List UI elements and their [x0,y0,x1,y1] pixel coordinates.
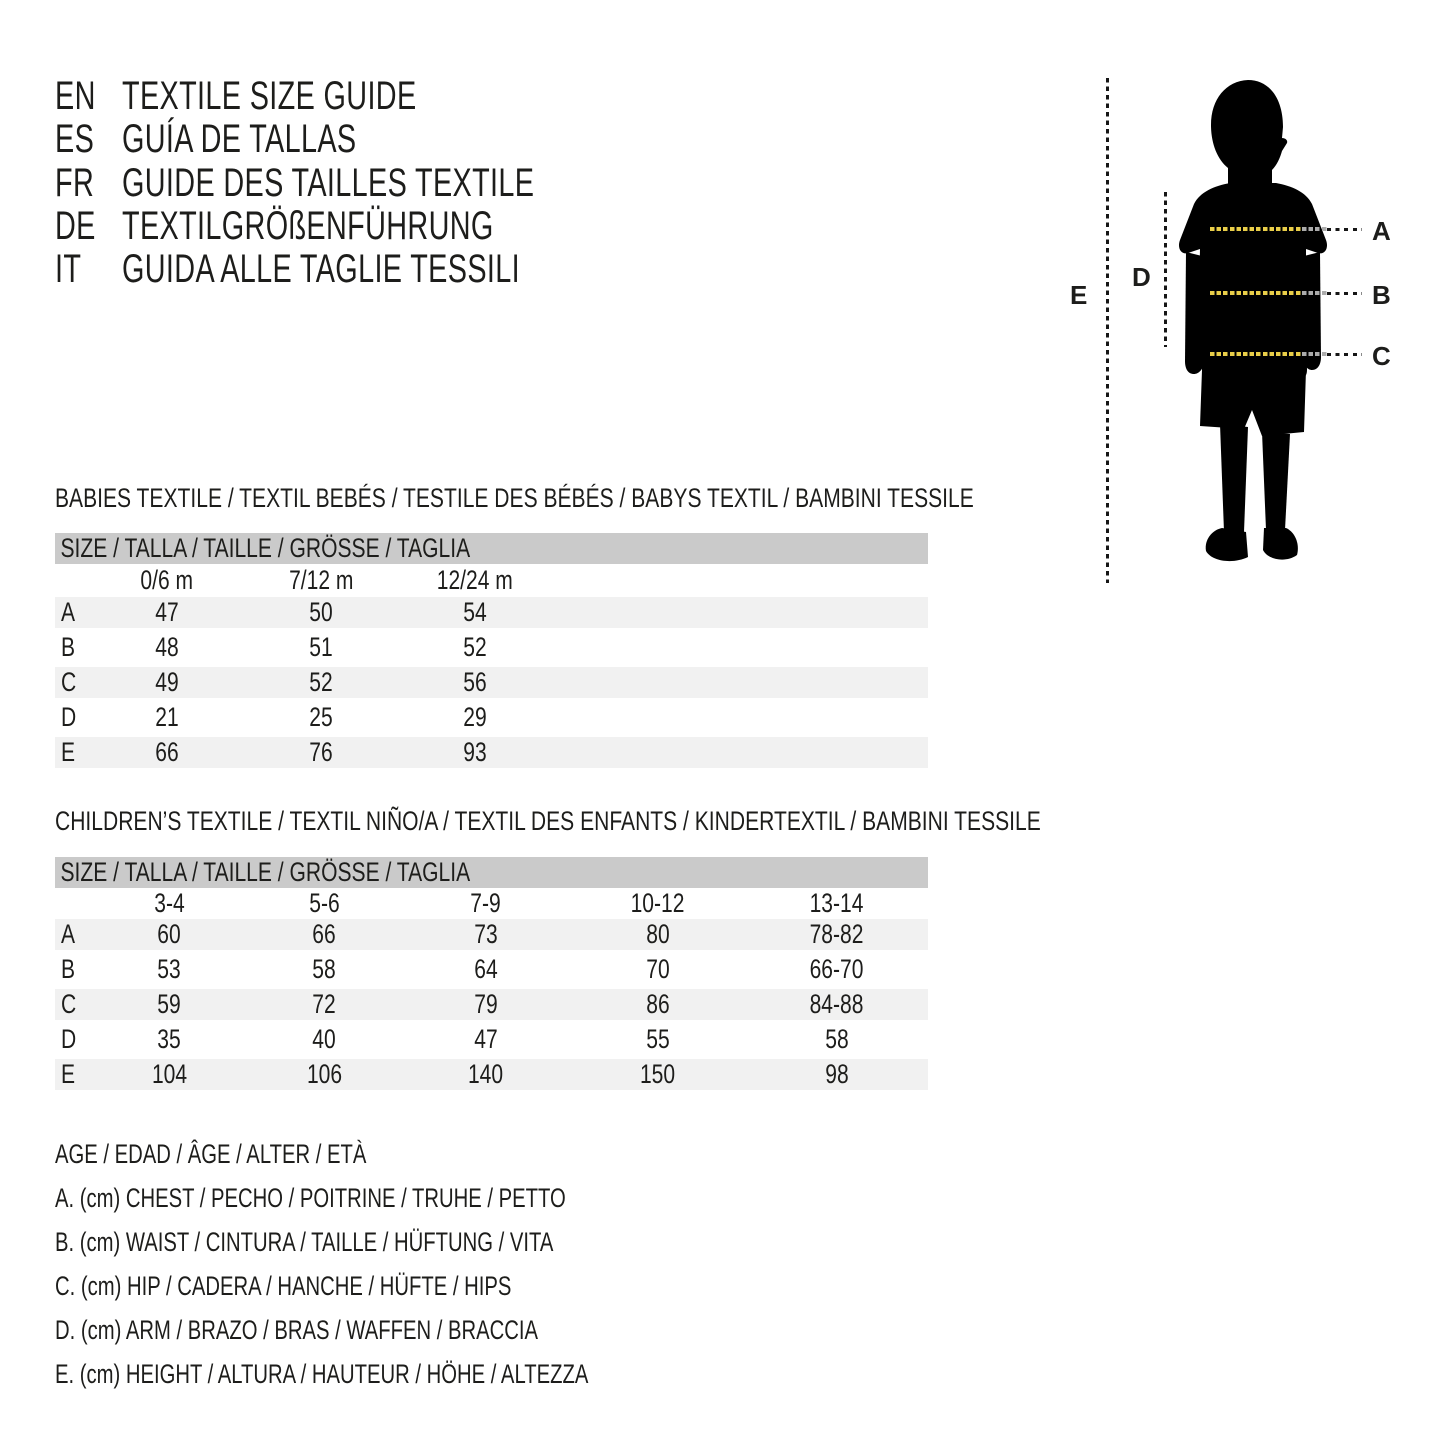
cell-value: 76 [309,737,333,767]
silhouette-right-leg [1262,432,1290,530]
cell-value: 47 [474,1024,498,1054]
row-label: C [61,989,77,1019]
page-title-es: GUÍA DE TALLAS [122,117,357,162]
cell-value: 55 [646,1024,670,1054]
cell-value: 29 [463,702,487,732]
column-header: 0/6 m [140,565,194,595]
cell-value: 52 [309,667,333,697]
cell-value: 64 [474,954,498,984]
chest-line-label: A [1372,216,1391,246]
cell-value: 59 [157,989,182,1019]
legend-line-height: E. (cm) HEIGHT / ALTURA / HAUTEUR / HÖHE / ALTEZZA [55,1359,589,1389]
chest-dash-gray [1302,227,1327,231]
page-title-it: GUIDA ALLE TAGLIE TESSILI [122,247,520,292]
table-row [55,597,928,632]
cell-value: 56 [463,667,487,697]
cell-value: 58 [312,954,337,984]
cell-value: 86 [646,989,670,1019]
babies-table [55,564,928,772]
cell-value: 72 [312,989,337,1019]
table-row [55,989,928,1024]
page-title-fr: GUIDE DES TAILLES TEXTILE [122,160,535,205]
hip-dash-yellow [1210,352,1302,356]
cell-value: 73 [474,919,498,949]
row-label: C [61,667,77,697]
legend-line-waist: B. (cm) WAIST / CINTURA / TAILLE / HÜFTUNG / VITA [55,1227,554,1257]
column-header: 13-14 [810,888,864,918]
children-heading: CHILDREN’S TEXTILE / TEXTIL NIÑO/A / TEXTIL DES ENFANTS / KINDERTEXTIL / BAMBINI TESSILE [55,806,1041,836]
chest-dash-black [1327,228,1362,231]
column-header: 3-4 [154,888,185,918]
row-label: A [61,597,76,627]
cell-value: 25 [309,702,333,732]
lang-code-it: IT [55,247,82,292]
row-label: A [61,919,76,949]
cell-value: 21 [155,702,179,732]
cell-value: 58 [825,1024,849,1054]
babies-size-header-bar: SIZE / TALLA / TAILLE / GRÖSSE / TAGLIA [55,533,928,564]
column-header: 5-6 [309,888,340,918]
measurement-legend [55,1132,766,1396]
cell-value: 52 [463,632,487,662]
title-row-it [55,248,695,291]
hip-line-label: C [1372,341,1391,371]
table-row [55,737,928,772]
legend-line-arm: D. (cm) ARM / BRAZO / BRAS / WAFFEN / BRACCIA [55,1315,539,1345]
lang-code-en: EN [55,74,96,118]
cell-value: 47 [155,597,179,627]
cell-value: 84-88 [810,989,864,1019]
cell-value: 66 [312,919,337,949]
babies-heading: BABIES TEXTILE / TEXTIL BEBÉS / TESTILE DES BÉBÉS / BABYS TEXTIL / BAMBINI TESSILE [55,483,974,513]
cell-value: 48 [155,632,179,662]
cell-value: 54 [463,597,487,627]
waist-dash-yellow [1210,291,1302,295]
cell-value: 140 [468,1059,504,1089]
legend-line-hip: C. (cm) HIP / CADERA / HANCHE / HÜFTE / HIPS [55,1271,512,1301]
row-label: D [61,702,77,732]
row-label: B [61,632,76,662]
cell-value: 49 [155,667,179,697]
title-row-de [55,205,695,248]
table-row [55,919,928,954]
silhouette-left-shoe [1206,528,1248,561]
row-label: B [61,954,76,984]
table-row [55,632,928,667]
table-row [55,667,928,702]
legend-line-age: AGE / EDAD / ÂGE / ALTER / ETÀ [55,1139,367,1169]
lang-code-es: ES [55,117,95,162]
cell-value: 50 [309,597,333,627]
waist-dash-black [1327,292,1362,295]
cell-value: 35 [157,1024,182,1054]
babies-columns-row [55,564,928,597]
cell-value: 60 [157,919,182,949]
cell-value: 106 [306,1059,343,1089]
waist-dash-gray [1302,291,1327,295]
title-row-fr [55,162,695,205]
lang-code-fr: FR [55,160,95,205]
title-block [55,75,695,291]
hip-dash-black [1327,353,1362,356]
table-row [55,702,928,737]
silhouette-left-leg [1220,424,1248,532]
page-title-de: TEXTILGRÖßENFÜHRUNG [122,203,494,248]
table-row [55,954,928,989]
row-label: D [61,1024,77,1054]
waist-line-label: B [1372,280,1391,310]
cell-value: 150 [640,1059,676,1089]
title-row-en [55,75,695,118]
cell-value: 98 [825,1059,849,1089]
column-header: 7/12 m [288,565,354,595]
silhouette-right-shoe [1263,528,1298,560]
lang-code-de: DE [55,203,96,248]
table-row [55,1059,928,1094]
row-label: E [61,1059,76,1089]
children-size-header-bar: SIZE / TALLA / TAILLE / GRÖSSE / TAGLIA [55,857,928,888]
row-label: E [61,737,76,767]
legend-line-chest: A. (cm) CHEST / PECHO / POITRINE / TRUHE / PETTO [55,1183,566,1213]
arm-measure-label: D [1132,262,1152,292]
title-row-es [55,118,695,161]
children-columns-row [55,888,928,919]
table-row [55,1024,928,1059]
column-header: 7-9 [470,888,502,918]
height-measure-label: E [1070,280,1088,310]
silhouette-shorts [1200,370,1306,436]
cell-value: 79 [474,989,498,1019]
silhouette-left-arm [1185,252,1204,374]
cell-value: 78-82 [810,919,864,949]
column-header: 12/24 m [436,565,514,595]
cell-value: 66 [155,737,179,767]
cell-value: 70 [646,954,670,984]
cell-value: 51 [309,632,333,662]
hip-dash-gray [1302,352,1327,356]
cell-value: 53 [157,954,182,984]
cell-value: 40 [312,1024,337,1054]
cell-value: 66-70 [810,954,864,984]
arm-measure-line [1164,192,1167,347]
column-header: 10-12 [631,888,685,918]
cell-value: 80 [646,919,670,949]
cell-value: 93 [463,737,487,767]
children-table [55,888,928,1094]
cell-value: 104 [151,1059,188,1089]
silhouette-head [1211,80,1287,187]
page-title-en: TEXTILE SIZE GUIDE [122,74,417,118]
chest-dash-yellow [1210,227,1302,231]
